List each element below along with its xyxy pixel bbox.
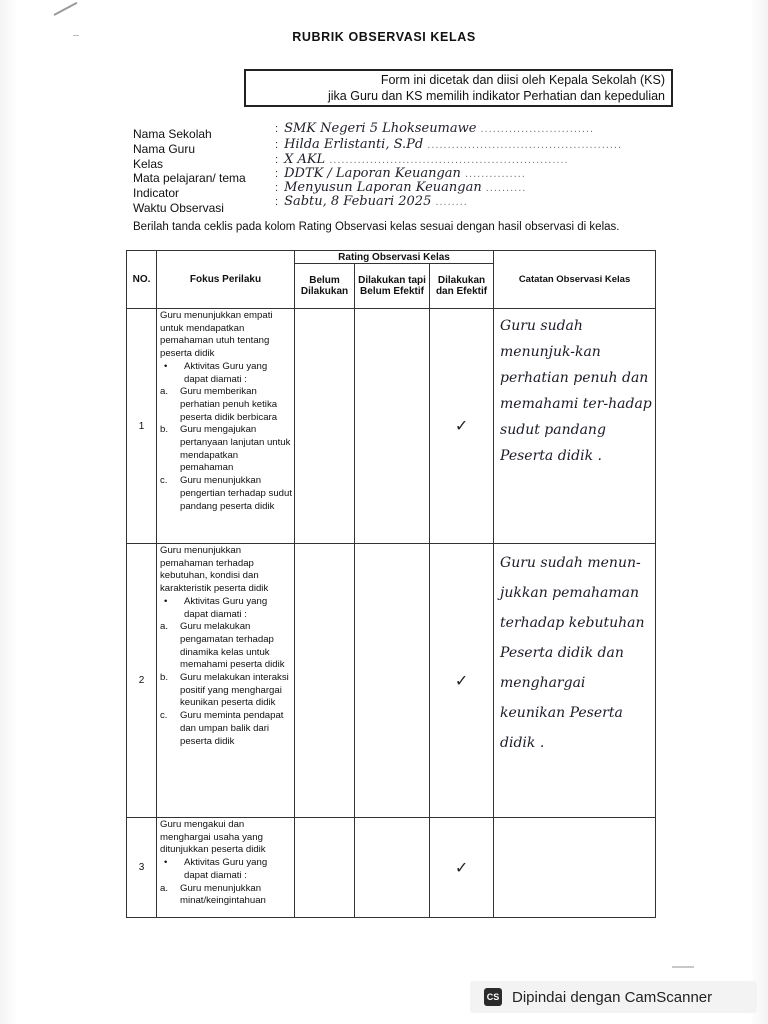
fokus-perilaku-cell [157, 309, 295, 544]
activity-bullet [160, 361, 292, 386]
item-text: Guru menunjukkan pengertian terhadap sudut pandang peserta didik [180, 475, 293, 512]
camscanner-logo-icon: CS [484, 988, 502, 1006]
instruction-text: Berilah tanda ceklis pada kolom Rating Observasi kelas sesuai dengan hasil observasi di kelas. [133, 221, 620, 233]
header-dilakukan-dan-efektif: Dilakukan dan Efektif [430, 264, 494, 309]
catatan-cell[interactable] [494, 544, 656, 818]
camscanner-text: Dipindai dengan CamScanner [512, 988, 713, 1006]
notice-box [244, 69, 673, 107]
activity-bullet [160, 596, 292, 621]
camscanner-watermark [470, 981, 757, 1013]
row-number: 1 [127, 309, 157, 544]
rating-dilakukan-tapi-belum-efektif[interactable] [355, 309, 430, 544]
handwritten-note: Guru sudah menunjuk-kan perhatian penuh dan memahami ter-hadap sudut pandang Peserta didik . [500, 318, 652, 464]
fokus-perilaku-cell [157, 818, 295, 918]
checkmark-icon[interactable]: ✓ [430, 544, 494, 818]
fokus-intro: Guru menunjukkan empati untuk mendapatkan pemahaman utuh tentang peserta didik [160, 310, 273, 360]
label-mata-pelajaran: Mata pelajaran/ tema [133, 171, 246, 186]
item-label: a. [160, 882, 169, 894]
header-fokus-perilaku: Fokus Perilaku [157, 251, 295, 309]
identity-labels [133, 127, 246, 216]
rubric-table [126, 250, 656, 918]
header-catatan: Catatan Observasi Kelas [494, 251, 656, 309]
item-text: Guru meminta pendapat dan umpan balik dari peserta didik [180, 710, 284, 747]
item-label: b. [160, 424, 169, 436]
row-number: 3 [127, 818, 157, 918]
notice-line-1: Form ini dicetak dan diisi oleh Kepala Sekolah (KS) [380, 73, 665, 87]
field-nama-guru: : Hilda Erlistanti, S.Pd ................................................ [275, 137, 623, 152]
fokus-intro: Guru menunjukkan pemahaman terhadap kebutuhan, kondisi dan karakteristik peserta didik [160, 545, 269, 595]
item-label: b. [160, 672, 169, 684]
header-belum-dilakukan: Belum Dilakukan [295, 264, 355, 309]
value-nama-sekolah: SMK Negeri 5 Lhokseumawe [284, 121, 477, 136]
rating-dilakukan-tapi-belum-efektif[interactable] [355, 818, 430, 918]
label-indicator: Indicator [133, 186, 180, 201]
activity-text: Aktivitas Guru yang dapat diamati : [184, 857, 268, 881]
header-dilakukan-tapi-belum-efektif: Dilakukan tapi Belum Efektif [355, 264, 430, 309]
handwritten-note: Guru sudah menun-jukkan pemahaman terhadap kebutuhan Peserta didik dan menghargai keunikan Peserta didik . [500, 555, 645, 751]
item-label: a. [160, 621, 169, 633]
label-waktu-observasi: Waktu Observasi [133, 200, 224, 215]
row-number: 2 [127, 544, 157, 818]
item-text: Guru menunjukkan minat/keingintahuan [180, 882, 266, 907]
value-nama-guru: Hilda Erlistanti, S.Pd [284, 137, 424, 152]
item-label: c. [160, 710, 168, 722]
header-rating: Rating Observasi Kelas [295, 251, 494, 264]
bullet-icon: • [164, 857, 168, 869]
catatan-cell[interactable] [494, 818, 656, 918]
rating-dilakukan-tapi-belum-efektif[interactable] [355, 544, 430, 818]
fokus-item [160, 710, 292, 748]
fokus-intro: Guru mengakui dan menghargai usaha yang ditunjukkan peserta didik [160, 819, 266, 856]
checkmark-icon[interactable]: ✓ [430, 309, 494, 544]
field-nama-sekolah: : SMK Negeri 5 Lhokseumawe ............................ [275, 121, 595, 136]
value-waktu-observasi: Sabtu, 8 Febuari 2025 [284, 194, 432, 209]
notice-line-2: jika Guru dan KS memilih indikator Perhatian dan kepedulian [328, 89, 665, 103]
field-indicator: : Menyusun Laporan Keuangan .......... [275, 180, 527, 195]
table-header-row-1 [127, 251, 656, 264]
fokus-item [160, 672, 292, 710]
label-kelas: Kelas [133, 156, 164, 171]
label-nama-sekolah: Nama Sekolah [133, 127, 212, 141]
activity-text: Aktivitas Guru yang dapat diamati : [184, 360, 268, 385]
fokus-item [160, 883, 292, 908]
item-label: a. [160, 386, 169, 398]
rating-belum-dilakukan[interactable] [295, 544, 355, 818]
header-no: NO. [127, 251, 157, 309]
table-row [127, 309, 656, 544]
item-text: Guru melakukan pengamatan terhadap dinamika kelas untuk memahami peserta didik [180, 621, 285, 671]
value-kelas: X AKL [284, 152, 326, 167]
label-nama-guru: Nama Guru [133, 141, 196, 156]
table-row [127, 544, 656, 818]
fokus-item [160, 424, 292, 475]
value-indicator: Menyusun Laporan Keuangan [284, 180, 482, 195]
bullet-icon: • [164, 360, 168, 372]
table-row [127, 818, 656, 918]
document-title: RUBRIK OBSERVASI KELAS [292, 30, 476, 44]
fokus-perilaku-cell [157, 544, 295, 818]
item-text: Guru melakukan interaksi positif yang menghargai keunikan peserta didik [180, 672, 289, 709]
scan-mark [672, 966, 694, 968]
rating-belum-dilakukan[interactable] [295, 818, 355, 918]
field-mata-pelajaran: : DDTK / Laporan Keuangan ............... [275, 166, 526, 181]
value-mata-pelajaran: DDTK / Laporan Keuangan [284, 166, 461, 181]
fokus-item [160, 621, 292, 672]
catatan-cell[interactable] [494, 309, 656, 544]
item-label: c. [160, 475, 168, 487]
rating-belum-dilakukan[interactable] [295, 309, 355, 544]
field-waktu-observasi: : Sabtu, 8 Febuari 2025 ........ [275, 194, 468, 209]
checkmark-icon[interactable]: ✓ [430, 818, 494, 918]
field-kelas: : X AKL ........................................................... [275, 152, 569, 167]
activity-bullet [160, 857, 292, 882]
fokus-item [160, 475, 292, 513]
item-text: Guru mengajukan pertanyaan lanjutan untuk mendapatkan pemahaman [180, 424, 291, 474]
bullet-icon: • [164, 595, 168, 607]
item-text: Guru memberikan perhatian penuh ketika peserta didik berbicara [180, 386, 278, 423]
activity-text: Aktivitas Guru yang dapat diamati : [184, 595, 268, 620]
fokus-item [160, 386, 292, 424]
